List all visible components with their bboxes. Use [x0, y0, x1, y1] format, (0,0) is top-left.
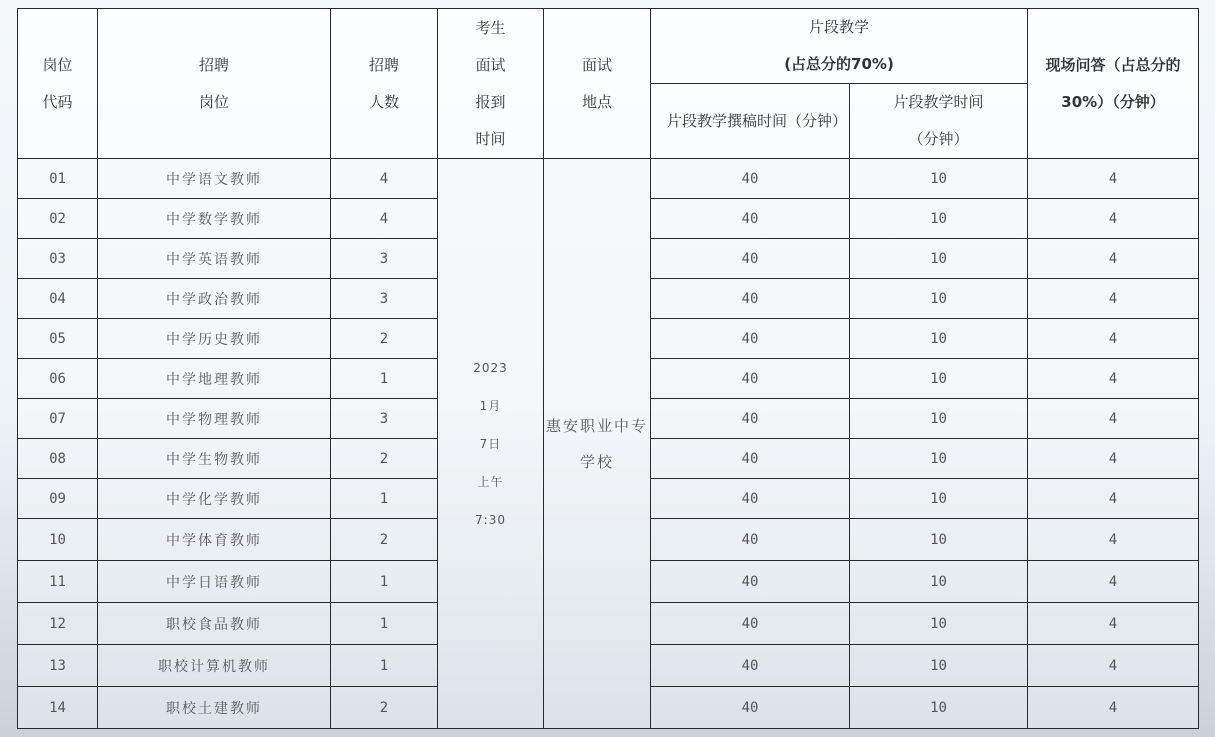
cell-teach: 10	[850, 399, 1028, 439]
cell-teach: 10	[850, 645, 1028, 687]
cell-count: 2	[331, 519, 438, 561]
cell-code: 05	[18, 319, 98, 359]
header-time	[438, 9, 544, 159]
cell-qa: 4	[1028, 645, 1199, 687]
cell-count: 4	[331, 199, 438, 239]
cell-position: 中学语文教师	[98, 159, 331, 199]
cell-prep: 40	[651, 319, 850, 359]
cell-teach: 10	[850, 479, 1028, 519]
cell-code: 02	[18, 199, 98, 239]
cell-position: 中学数学教师	[98, 199, 331, 239]
header-code-line2: 代码	[42, 92, 73, 111]
cell-code: 09	[18, 479, 98, 519]
cell-qa: 4	[1028, 439, 1199, 479]
cell-teach: 10	[850, 687, 1028, 729]
cell-prep: 40	[651, 561, 850, 603]
cell-teach: 10	[850, 439, 1028, 479]
cell-position: 中学政治教师	[98, 279, 331, 319]
cell-count: 3	[331, 239, 438, 279]
cell-code: 07	[18, 399, 98, 439]
cell-count: 1	[331, 645, 438, 687]
cell-code: 10	[18, 519, 98, 561]
interview-schedule-table	[17, 8, 1199, 729]
header-location-line1: 面试	[581, 55, 612, 74]
cell-teach: 10	[850, 279, 1028, 319]
cell-prep: 40	[651, 645, 850, 687]
cell-count: 4	[331, 159, 438, 199]
cell-code: 12	[18, 603, 98, 645]
cell-count: 1	[331, 359, 438, 399]
cell-position: 职校食品教师	[98, 603, 331, 645]
interview-location-line1: 惠安职业中专	[545, 416, 648, 435]
header-teach-time-line2: （分钟）	[908, 130, 969, 148]
cell-code: 11	[18, 561, 98, 603]
cell-prep: 40	[651, 687, 850, 729]
table-row	[18, 159, 1199, 199]
header-position	[98, 9, 331, 159]
cell-position: 职校土建教师	[98, 687, 331, 729]
cell-position: 中学物理教师	[98, 399, 331, 439]
cell-position: 中学日语教师	[98, 561, 331, 603]
cell-teach: 10	[850, 519, 1028, 561]
header-segment-share: (占总分的70%)	[784, 55, 894, 73]
header-location-line2: 地点	[581, 92, 612, 111]
header-time-line2: 面试	[475, 55, 506, 74]
cell-interview-location	[544, 159, 651, 729]
cell-position: 中学体育教师	[98, 519, 331, 561]
header-count-line2: 人数	[368, 92, 399, 111]
cell-teach: 10	[850, 561, 1028, 603]
cell-position: 中学历史教师	[98, 319, 331, 359]
cell-code: 06	[18, 359, 98, 399]
cell-code: 14	[18, 687, 98, 729]
header-position-line1: 招聘	[198, 55, 229, 74]
cell-qa: 4	[1028, 603, 1199, 645]
cell-prep: 40	[651, 359, 850, 399]
cell-qa: 4	[1028, 359, 1199, 399]
cell-interview-time	[438, 159, 544, 729]
cell-qa: 4	[1028, 561, 1199, 603]
cell-prep: 40	[651, 439, 850, 479]
header-time-line4: 时间	[475, 129, 506, 148]
cell-teach: 10	[850, 159, 1028, 199]
interview-location-line2: 学校	[579, 452, 614, 471]
cell-position: 中学化学教师	[98, 479, 331, 519]
cell-position: 中学生物教师	[98, 439, 331, 479]
interview-time-day: 7日	[479, 436, 502, 451]
schedule-table-container	[17, 8, 1198, 729]
header-qa-text: 现场问答（占总分的30%）（分钟）	[1045, 55, 1181, 111]
cell-qa: 4	[1028, 319, 1199, 359]
cell-prep: 40	[651, 279, 850, 319]
header-count-line1: 招聘	[368, 55, 399, 74]
cell-prep: 40	[651, 519, 850, 561]
header-prep-time-text: 片段教学撰稿时间（分钟）	[667, 111, 848, 130]
cell-position: 中学地理教师	[98, 359, 331, 399]
interview-time-period: 上午	[477, 474, 504, 489]
cell-qa: 4	[1028, 159, 1199, 199]
cell-prep: 40	[651, 199, 850, 239]
cell-count: 3	[331, 399, 438, 439]
header-segment	[651, 9, 1028, 84]
header-time-line1: 考生	[475, 18, 506, 37]
cell-qa: 4	[1028, 199, 1199, 239]
header-qa	[1028, 9, 1199, 159]
cell-prep: 40	[651, 399, 850, 439]
cell-prep: 40	[651, 603, 850, 645]
header-segment-title: 片段教学	[808, 18, 869, 36]
cell-count: 2	[331, 687, 438, 729]
cell-count: 2	[331, 439, 438, 479]
cell-position: 职校计算机教师	[98, 645, 331, 687]
cell-qa: 4	[1028, 479, 1199, 519]
cell-teach: 10	[850, 239, 1028, 279]
cell-prep: 40	[651, 159, 850, 199]
cell-qa: 4	[1028, 687, 1199, 729]
cell-count: 2	[331, 319, 438, 359]
cell-position: 中学英语教师	[98, 239, 331, 279]
header-prep-time	[651, 84, 850, 159]
cell-teach: 10	[850, 359, 1028, 399]
cell-code: 04	[18, 279, 98, 319]
table-body	[18, 159, 1199, 729]
header-location	[544, 9, 651, 159]
interview-time-clock: 7:30	[475, 512, 506, 527]
cell-count: 1	[331, 479, 438, 519]
cell-code: 08	[18, 439, 98, 479]
cell-teach: 10	[850, 199, 1028, 239]
cell-prep: 40	[651, 479, 850, 519]
cell-code: 13	[18, 645, 98, 687]
cell-teach: 10	[850, 603, 1028, 645]
cell-prep: 40	[651, 239, 850, 279]
cell-code: 01	[18, 159, 98, 199]
header-position-line2: 岗位	[198, 92, 229, 111]
header-teach-time	[850, 84, 1028, 159]
cell-qa: 4	[1028, 279, 1199, 319]
cell-code: 03	[18, 239, 98, 279]
header-code-line1: 岗位	[42, 55, 73, 74]
header-code	[18, 9, 98, 159]
cell-qa: 4	[1028, 239, 1199, 279]
cell-count: 1	[331, 561, 438, 603]
header-count	[331, 9, 438, 159]
header-time-line3: 报到	[475, 92, 506, 111]
cell-qa: 4	[1028, 519, 1199, 561]
cell-count: 1	[331, 603, 438, 645]
interview-time-month: 1月	[479, 398, 502, 413]
cell-qa: 4	[1028, 399, 1199, 439]
cell-count: 3	[331, 279, 438, 319]
interview-time-year: 2023	[473, 360, 508, 375]
header-teach-time-line1: 片段教学时间	[893, 93, 984, 111]
cell-teach: 10	[850, 319, 1028, 359]
